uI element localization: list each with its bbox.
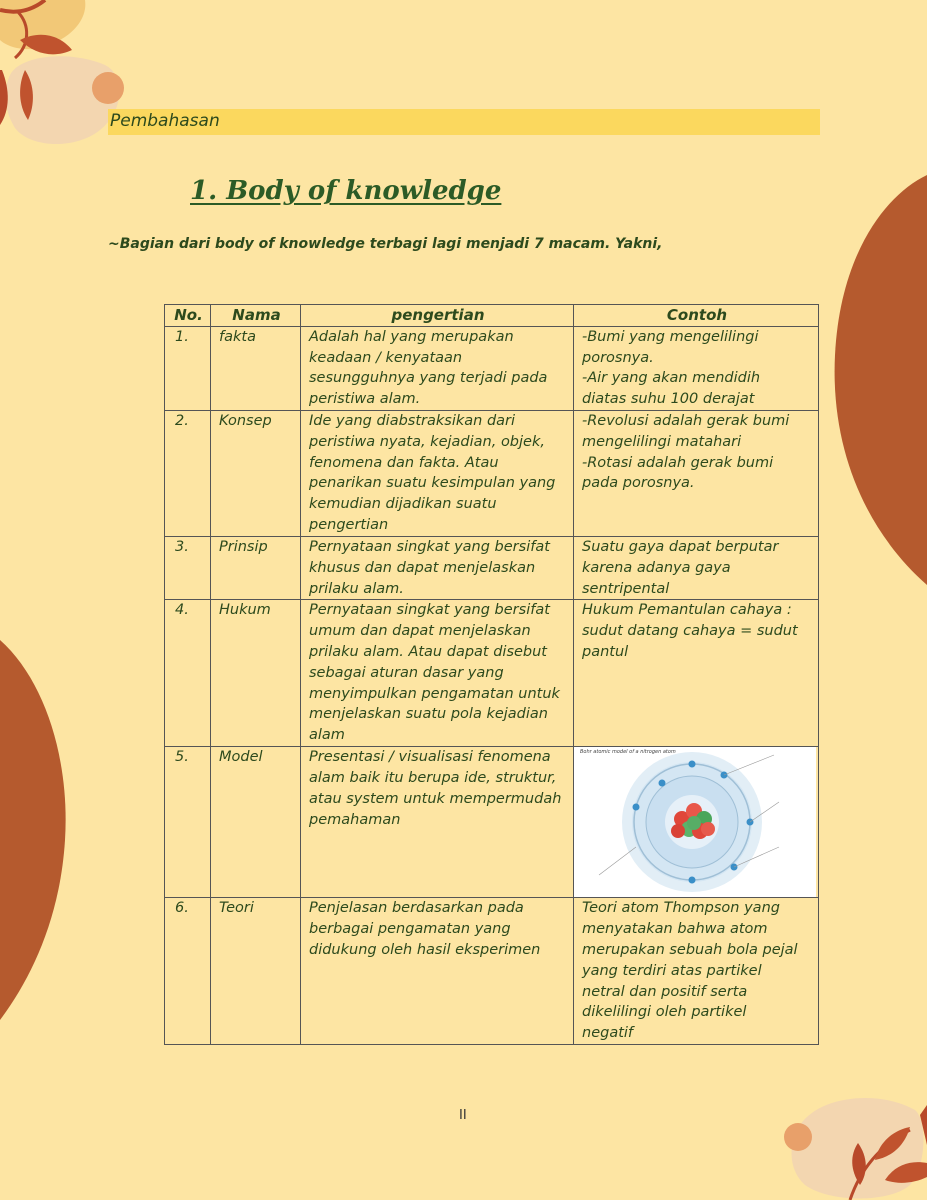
bohr-atom-model-image: [574, 747, 816, 897]
row-name: Prinsip: [211, 536, 301, 599]
row-example: Suatu gaya dapat berputar karena adanya gaya sentripental: [574, 536, 819, 599]
page-title: 1. Body of knowledge: [190, 176, 502, 206]
row-definition: Penjelasan berdasarkan pada berbagai pengamatan yang didukung oleh hasil eksperimen: [301, 898, 574, 1045]
bottom-right-leaf-decoration: [780, 1085, 927, 1200]
intro-text: ~Bagian dari body of knowledge terbagi lagi menjadi 7 macam. Yakni,: [108, 236, 663, 252]
header-example: Contoh: [574, 305, 819, 327]
row-example-image: [574, 747, 819, 898]
atom-image-caption: Bohr atomic model of a nitrogen atom: [580, 749, 676, 756]
header-definition: pengertian: [301, 305, 574, 327]
row-name: Teori: [211, 898, 301, 1045]
row-definition: Ide yang diabstraksikan dari peristiwa nyata, kejadian, objek, fenomena dan fakta. Atau penarikan suatu kesimpulan yang kemudian dijadikan suatu pengertian: [301, 410, 574, 536]
table-row: [165, 600, 819, 747]
section-label: Pembahasan: [110, 111, 220, 131]
row-definition: Adalah hal yang merupakan keadaan / kenyataan sesungguhnya yang terjadi pada peristiwa alam.: [301, 326, 574, 410]
table-row: [165, 326, 819, 410]
row-number: 2.: [165, 410, 211, 536]
row-example: Teori atom Thompson yang menyatakan bahwa atom merupakan sebuah bola pejal yang terdiri atas partikel netral dan positif serta dikelilingi oleh partikel negatif: [574, 898, 819, 1045]
right-blob-decoration: [830, 175, 927, 595]
left-blob-decoration: [0, 640, 70, 1020]
table-header-row: [165, 305, 819, 327]
header-no: No.: [165, 305, 211, 327]
page-number: II: [459, 1108, 467, 1123]
row-number: 6.: [165, 898, 211, 1045]
table-row: [165, 410, 819, 536]
row-name: Model: [211, 747, 301, 898]
row-example: Hukum Pemantulan cahaya : sudut datang cahaya = sudut pantul: [574, 600, 819, 747]
row-name: fakta: [211, 326, 301, 410]
row-number: 3.: [165, 536, 211, 599]
row-definition: Pernyataan singkat yang bersifat khusus dan dapat menjelaskan prilaku alam.: [301, 536, 574, 599]
row-number: 5.: [165, 747, 211, 898]
row-name: Hukum: [211, 600, 301, 747]
row-definition: Presentasi / visualisasi fenomena alam baik itu berupa ide, struktur, atau system untuk mempermudah pemahaman: [301, 747, 574, 898]
header-name: Nama: [211, 305, 301, 327]
table-row: [165, 536, 819, 599]
row-example: -Bumi yang mengelilingi porosnya. -Air yang akan mendidih diatas suhu 100 derajat: [574, 326, 819, 410]
row-number: 1.: [165, 326, 211, 410]
row-number: 4.: [165, 600, 211, 747]
row-example: -Revolusi adalah gerak bumi mengelilingi matahari -Rotasi adalah gerak bumi pada porosnya.: [574, 410, 819, 536]
knowledge-table: [164, 304, 819, 1045]
row-definition: Pernyataan singkat yang bersifat umum dan dapat menjelaskan prilaku alam. Atau dapat disebut sebagai aturan dasar yang menyimpulkan pengamatan untuk menjelaskan suatu pola kejadian alam: [301, 600, 574, 747]
table-row: [165, 898, 819, 1045]
table-row: [165, 747, 819, 898]
row-name: Konsep: [211, 410, 301, 536]
